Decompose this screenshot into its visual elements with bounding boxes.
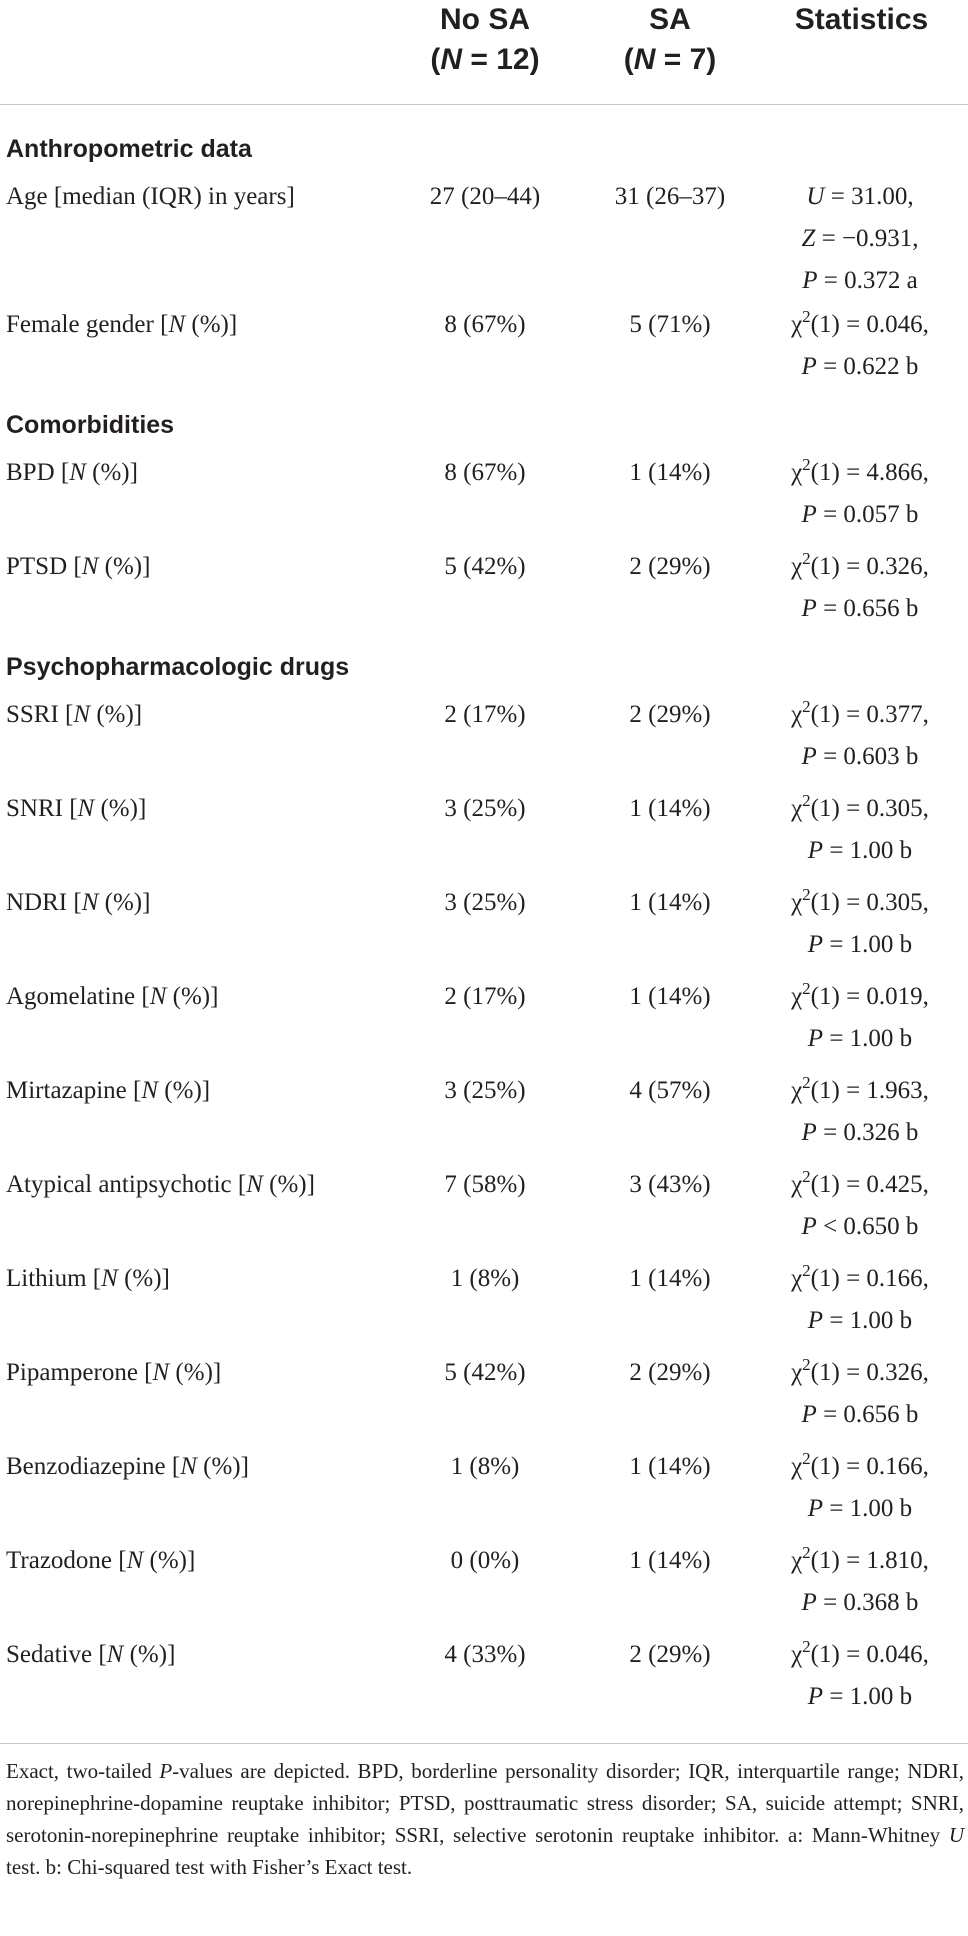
cell-no-sa: 0 (0%) [450, 1547, 520, 1574]
cell-statistics [760, 176, 960, 302]
cell-no-sa: 3 (25%) [444, 795, 526, 822]
cell-statistics [760, 1164, 960, 1248]
stat-line: P = 1.00 b [807, 1683, 913, 1710]
row-label: Lithium [N (%)] [6, 1265, 170, 1292]
stat-line: Z = −0.931, [801, 225, 919, 252]
section-anthropometric: Anthropometric data [6, 135, 252, 163]
cell-no-sa: 3 (25%) [444, 1077, 526, 1104]
row-label: Trazodone [N (%)] [6, 1547, 196, 1574]
stat-line: $\chi^2(1) = 1.963$, [791, 1073, 929, 1104]
cell-statistics [760, 976, 960, 1060]
cell-statistics [760, 1258, 960, 1342]
cell-statistics [760, 546, 960, 630]
cell-sa: 1 (14%) [629, 1547, 711, 1574]
cell-no-sa: 5 (42%) [444, 1359, 526, 1386]
cell-sa: 1 (14%) [629, 1265, 711, 1292]
cell-no-sa: 3 (25%) [444, 889, 526, 916]
cell-statistics [760, 1446, 960, 1530]
cell-sa: 4 (57%) [629, 1077, 711, 1104]
stat-line: P = 0.368 b [801, 1589, 919, 1616]
cell-statistics [760, 882, 960, 966]
cell-sa: 2 (29%) [629, 1641, 711, 1668]
cell-sa: 2 (29%) [629, 553, 711, 580]
cell-statistics [760, 1540, 960, 1624]
cell-sa: 1 (14%) [629, 459, 711, 486]
cell-no-sa: 27 (20–44) [429, 183, 541, 210]
row-label: SNRI [N (%)] [6, 795, 147, 822]
stat-line: $\chi^2(1) = 0.166$, [791, 1449, 929, 1480]
row-label: NDRI [N (%)] [6, 889, 151, 916]
cell-sa: 1 (14%) [629, 983, 711, 1010]
stat-line: $\chi^2(1) = 0.305$, [791, 791, 929, 822]
stat-line: P = 0.057 b [801, 501, 919, 528]
stat-line: $\chi^2(1) = 0.046$, [791, 1637, 929, 1668]
cell-statistics [760, 1352, 960, 1436]
stat-line: P = 1.00 b [807, 931, 913, 958]
cell-statistics [760, 788, 960, 872]
row-label: Sedative [N (%)] [6, 1641, 176, 1668]
cell-no-sa: 1 (8%) [450, 1453, 520, 1480]
table-footnote: Exact, two-tailed P-values are depicted. BPD, borderline personality disorder; IQR, interquartile range; NDRI, norepinephrine-dopamine reuptake inhibitor; PTSD, posttraumatic stress disorder; SA, suicide attempt; SNRI, serotonin-norepinephrine reuptake inhibitor; SSRI, selective serotonin reuptake inhibitor. a: Mann-Whitney U test. b: Chi-squared test with Fisher’s Exact test. [6, 1759, 964, 1879]
stat-line: $\chi^2(1) = 0.326$, [791, 549, 929, 580]
cell-no-sa: 7 (58%) [444, 1171, 526, 1198]
row-label: BPD [N (%)] [6, 459, 138, 486]
stat-line: P = 0.622 b [801, 353, 919, 380]
stat-line: P = 1.00 b [807, 1025, 913, 1052]
cell-sa: 2 (29%) [629, 701, 711, 728]
cell-sa: 1 (14%) [629, 889, 711, 916]
section-comorbidities: Comorbidities [6, 411, 175, 439]
row-label: PTSD [N (%)] [6, 553, 151, 580]
header-no-sa-label: No SA [440, 3, 530, 36]
header-sa-label: SA [649, 3, 691, 36]
stat-line: P = 0.326 b [801, 1119, 919, 1146]
row-label: Female gender [N (%)] [6, 311, 238, 338]
cell-no-sa: 2 (17%) [444, 983, 526, 1010]
header-sa [585, 0, 755, 80]
stat-line: P = 1.00 b [807, 1495, 913, 1522]
row-label: Atypical antipsychotic [N (%)] [6, 1171, 315, 1198]
stat-line: $\chi^2(1) = 0.326$, [791, 1355, 929, 1386]
header-divider [0, 104, 968, 105]
stat-line: P = 1.00 b [807, 1307, 913, 1334]
cell-sa: 2 (29%) [629, 1359, 711, 1386]
cell-no-sa: 5 (42%) [444, 553, 526, 580]
cell-no-sa: 2 (17%) [444, 701, 526, 728]
cell-no-sa: 4 (33%) [444, 1641, 526, 1668]
cell-sa: 1 (14%) [629, 1453, 711, 1480]
cell-no-sa: 8 (67%) [444, 459, 526, 486]
cell-sa: 5 (71%) [629, 311, 711, 338]
cell-no-sa: 1 (8%) [450, 1265, 520, 1292]
stat-line: P = 0.656 b [801, 595, 919, 622]
stat-line: P = 0.603 b [801, 743, 919, 770]
header-no-sa-n: (N = 12) [430, 43, 540, 76]
stat-line: $\chi^2(1) = 0.166$, [791, 1261, 929, 1292]
row-label: Mirtazapine [N (%)] [6, 1077, 211, 1104]
cell-sa: 1 (14%) [629, 795, 711, 822]
stat-line: $\chi^2(1) = 4.866$, [791, 455, 929, 486]
cell-statistics [760, 1634, 960, 1718]
footer-divider [0, 1743, 968, 1744]
cell-statistics [760, 304, 960, 388]
cell-statistics [760, 1070, 960, 1154]
stat-line: $\chi^2(1) = 0.019$, [791, 979, 929, 1010]
row-label: Age [median (IQR) in years] [6, 183, 295, 210]
cell-sa: 31 (26–37) [614, 183, 726, 210]
stat-line: $\chi^2(1) = 1.810$, [791, 1543, 929, 1574]
stat-line: P = 0.372 a [802, 267, 918, 294]
header-statistics [755, 0, 968, 40]
stat-line: $\chi^2(1) = 0.377$, [791, 697, 929, 728]
header-no-sa [385, 0, 585, 80]
cell-sa: 3 (43%) [629, 1171, 711, 1198]
row-label: Benzodiazepine [N (%)] [6, 1453, 249, 1480]
stat-line: U = 31.00, [806, 183, 914, 210]
row-label: SSRI [N (%)] [6, 701, 143, 728]
cell-no-sa: 8 (67%) [444, 311, 526, 338]
header-sa-n: (N = 7) [623, 43, 717, 76]
stat-line: $\chi^2(1) = 0.305$, [791, 885, 929, 916]
row-label: Agomelatine [N (%)] [6, 983, 219, 1010]
stat-line: P < 0.650 b [801, 1213, 919, 1240]
section-drugs: Psychopharmacologic drugs [6, 653, 350, 681]
stat-line: P = 1.00 b [807, 837, 913, 864]
table-header [0, 0, 968, 104]
row-label: Pipamperone [N (%)] [6, 1359, 222, 1386]
stat-line: $\chi^2(1) = 0.046$, [791, 307, 929, 338]
header-statistics-label: Statistics [794, 3, 929, 36]
cell-statistics [760, 452, 960, 536]
cell-statistics [760, 694, 960, 778]
stat-line: P = 0.656 b [801, 1401, 919, 1428]
stat-line: $\chi^2(1) = 0.425$, [791, 1167, 929, 1198]
